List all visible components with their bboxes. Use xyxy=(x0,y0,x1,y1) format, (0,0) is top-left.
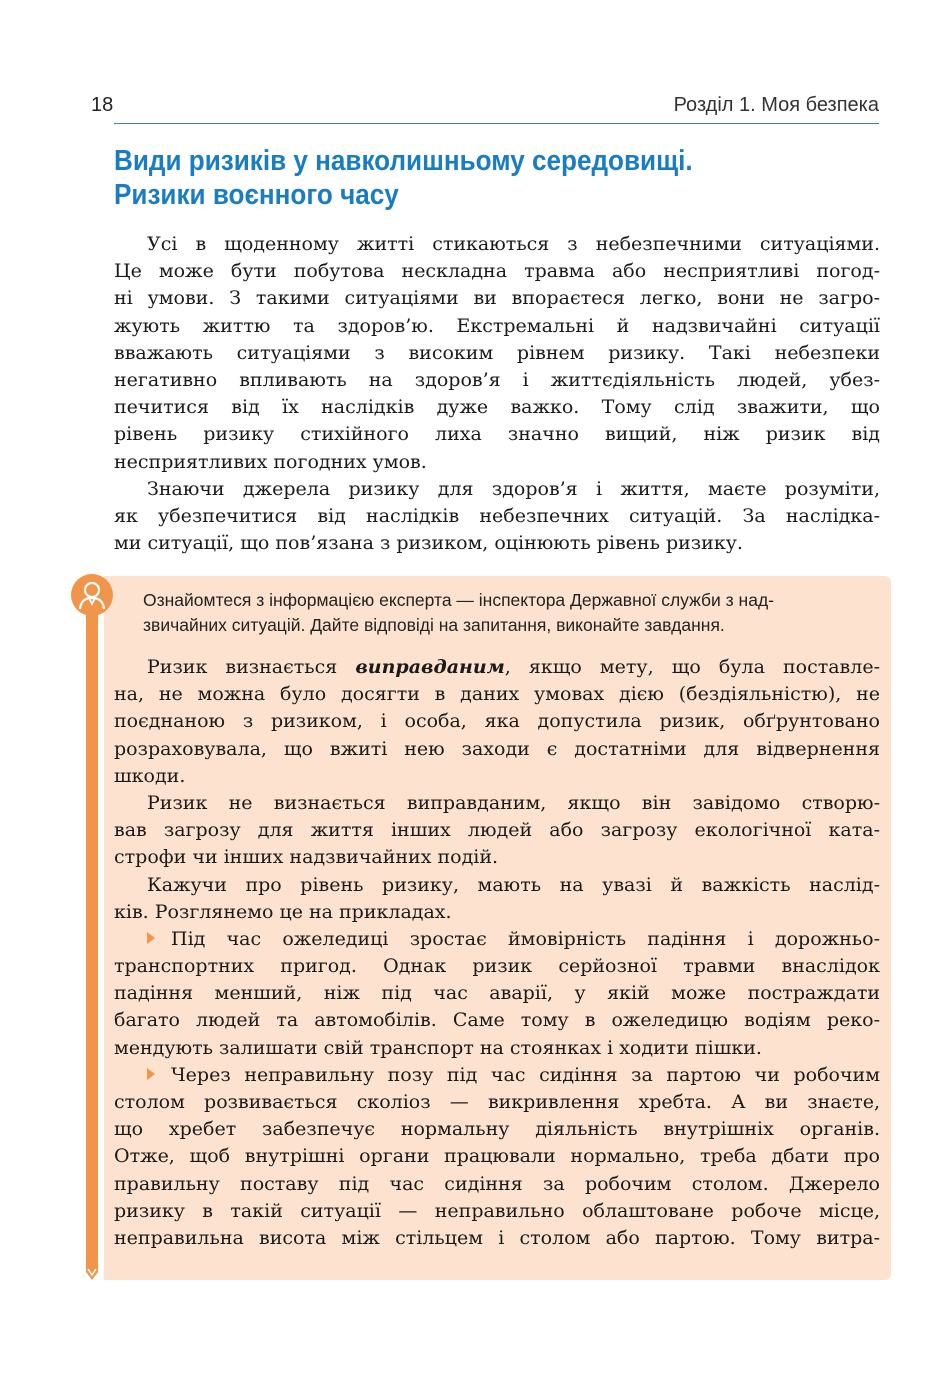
paragraph xyxy=(114,790,880,872)
paragraph xyxy=(114,476,880,558)
text-line: багато людей та автомобілів. Саме тому в ожеледицю водіям реко- xyxy=(114,1009,880,1032)
text-line: Ризик не визнається виправданим, якщо він завідомо створю- xyxy=(147,791,880,814)
text-line: Кажучи про рівень ризику, мають на увазі й важкість наслід- xyxy=(147,873,880,896)
text-line: правильну поставу під час сидіння за робочим столом. Джерело xyxy=(114,1172,880,1195)
paragraph xyxy=(114,872,880,926)
paragraph xyxy=(114,231,880,476)
text-line: негативно впливають на здоров’я і життєдіяльність людей, убез- xyxy=(114,368,880,391)
text-line: звичайних ситуацій. Дайте відповіді на запитання, виконайте завдання. xyxy=(143,615,725,635)
text-line: вав загрозу для життя інших людей або загрозу екологічної ката- xyxy=(114,819,880,842)
bullet-arrow-icon xyxy=(147,932,155,944)
text-line: як убезпечитися від наслідків небезпечних ситуацій. За наслідка- xyxy=(114,504,880,527)
text-line: на, не можна було досягти в даних умовах дією (бездіяльністю), не xyxy=(114,683,880,706)
text-line: столом розвивається сколіоз — викривлення хребта. А ви знаєте, xyxy=(114,1091,880,1113)
text-line: Усі в щоденному житті стикаються з небезпечними ситуаціями. xyxy=(147,233,880,255)
text-line: Ризик визнається виправданим, якщо мету, що була поставле- xyxy=(147,656,880,678)
text-line: ні умови. З такими ситуаціями ви впораєтеся легко, вони не загро- xyxy=(114,287,880,310)
header-rule xyxy=(114,123,879,124)
text-line: рівень ризику стихійного лиха значно вищий, ніж ризик від xyxy=(114,423,880,446)
bullet-item xyxy=(114,1062,880,1252)
text-line: Під час ожеледиці зростає ймовірність падіння і дорожньо- xyxy=(114,926,880,953)
bullet-item xyxy=(114,926,880,1062)
callout-task-text xyxy=(143,588,883,638)
page-number: 18 xyxy=(91,94,114,116)
text-line: шкоди. xyxy=(114,764,186,787)
expert-text xyxy=(114,654,880,1252)
section-title-line-2: Ризики воєнного часу xyxy=(114,179,399,211)
text-line: неправильна висота між стільцем і столом або партою. Тому витра- xyxy=(114,1226,880,1249)
text-line: падіння менший, ніж під час аварії, у якій може постраждати xyxy=(114,982,880,1005)
continue-arrow-icon xyxy=(86,1264,98,1280)
text-line: транспортних пригод. Однак ризик серйозної травми внаслідок xyxy=(114,955,880,978)
text-line: що хребет забезпечує нормальну діяльність внутрішніх органів. xyxy=(114,1118,880,1141)
text-line: мендують залишати свій транспорт на стоянках і ходити пішки. xyxy=(114,1036,762,1059)
text-line: строфи чи інших надзвичайних подій. xyxy=(114,846,499,869)
text-line: жують життю та здоров’ю. Екстремальні й надзвичайні ситуації xyxy=(114,314,880,337)
text-line: вважають ситуаціями з високим рівнем ризику. Такі небезпеки xyxy=(114,341,880,364)
paragraph xyxy=(114,654,880,790)
running-header: Розділ 1. Моя безпека xyxy=(673,94,879,116)
text-line: несприятливих погодних умов. xyxy=(114,450,427,473)
text-line: Через неправильну позу під час сидіння за партою чи робочим xyxy=(114,1062,880,1089)
text-line: ми ситуації, що пов’язана з ризиком, оцінюють рівень ризику. xyxy=(114,532,743,555)
section-title xyxy=(114,144,803,212)
bullet-arrow-icon xyxy=(147,1068,155,1080)
section-title-line-1: Види ризиків у навколишньому середовищі. xyxy=(114,145,693,177)
text-line: Ознайомтеся з інформацією експерта — інспектора Державної служби з над- xyxy=(143,590,774,610)
text-line: Це може бути побутова нескладна травма або несприятливі погод- xyxy=(114,260,880,283)
emphasis-term: виправданим xyxy=(355,656,505,678)
text-line: ризику в такій ситуації — неправильно облаштоване робоче місце, xyxy=(114,1199,880,1222)
text-line: розраховувала, що вжиті нею заходи є достатніми для відвернення xyxy=(114,737,880,760)
callout-accent-bar xyxy=(86,600,98,1270)
expert-person-icon xyxy=(71,574,113,616)
intro-text xyxy=(114,231,880,557)
text-line: ків. Розглянемо це на прикладах. xyxy=(114,900,452,923)
text-line: печитися від їх наслідків дуже важко. Тому слід зважити, що xyxy=(114,396,880,419)
text-line: Знаючи джерела ризику для здоров’я і життя, маєте розуміти, xyxy=(147,477,880,500)
text-line: Отже, щоб внутрішні органи працювали нормально, треба дбати про xyxy=(114,1145,880,1168)
text-line: поєднаною з ризиком, і особа, яка допустила ризик, обґрунтовано xyxy=(114,710,880,733)
